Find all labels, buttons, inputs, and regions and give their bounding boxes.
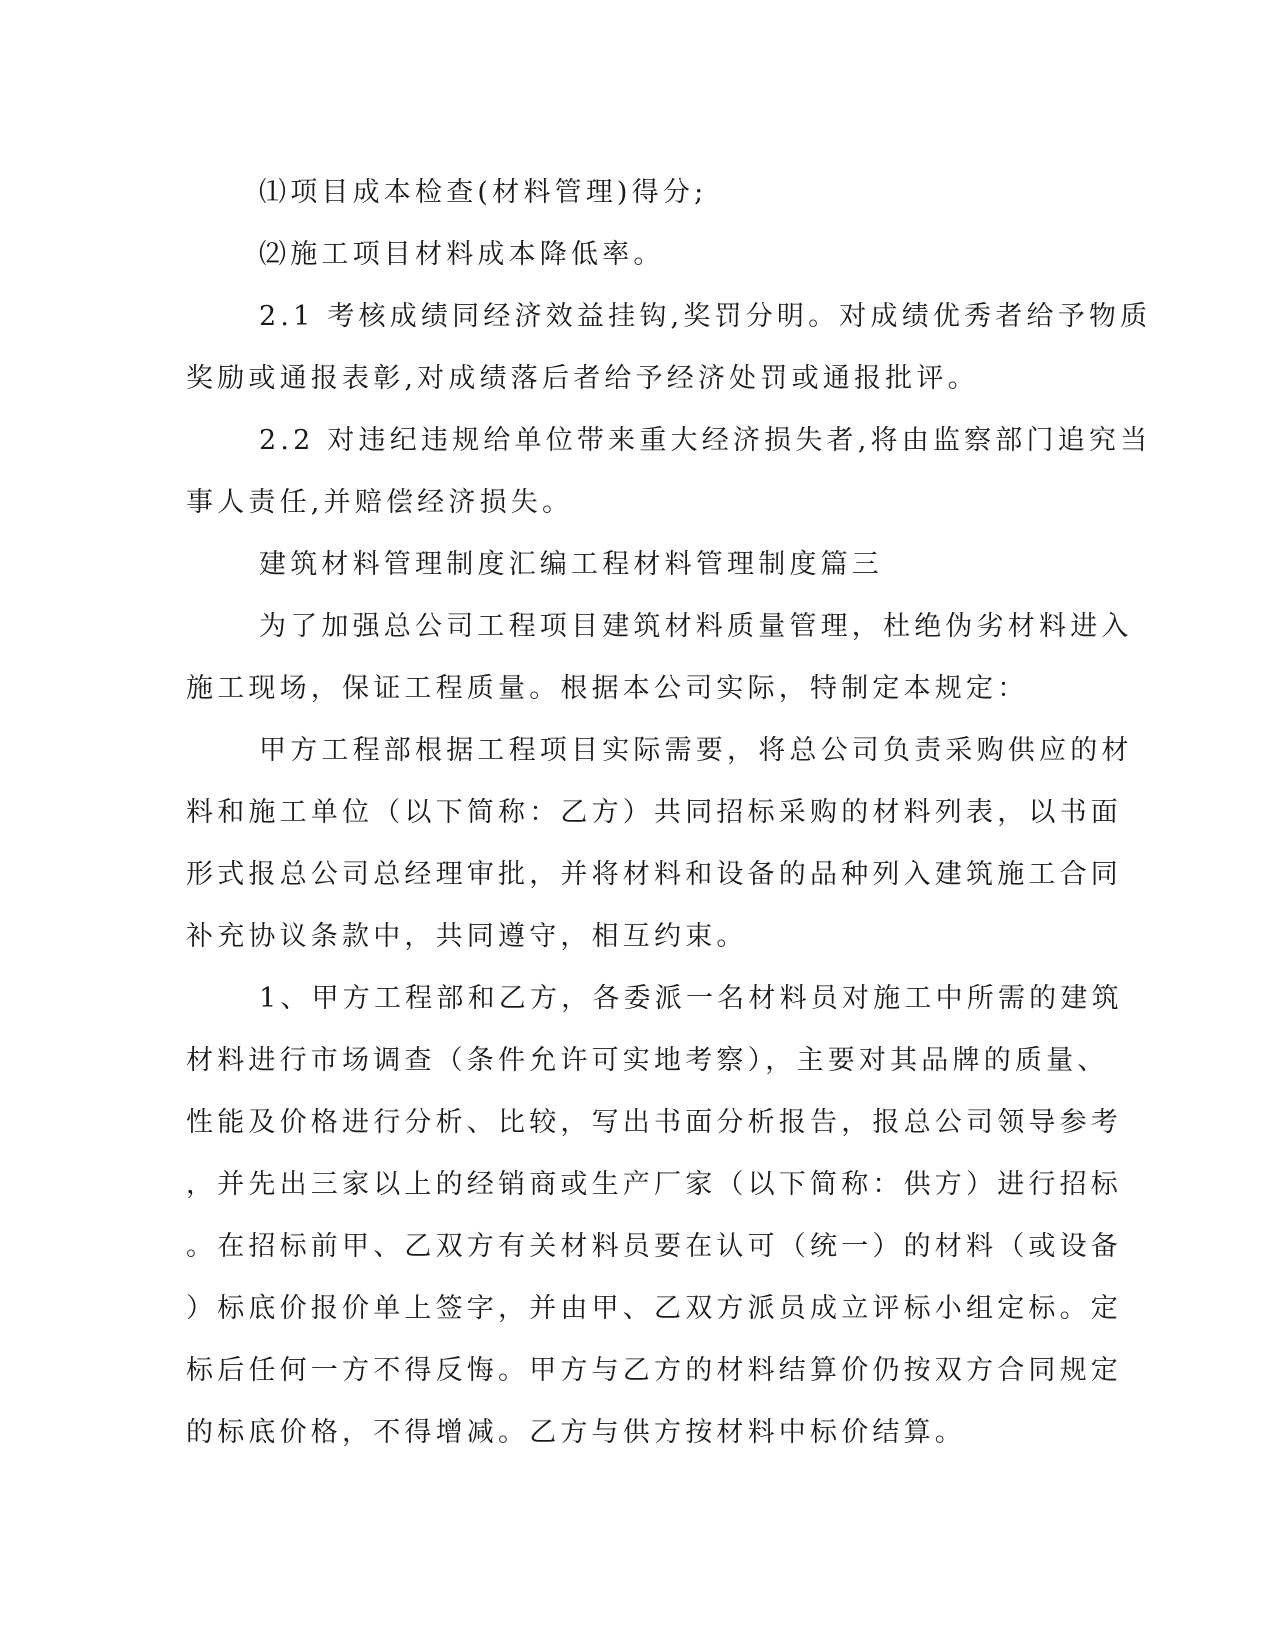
text-line: 甲方工程部根据工程项目实际需要，将总公司负责采购供应的材 [259,735,1133,766]
text-line: ）标底价报价单上签字，并由甲、乙双方派员成立评标小组定标。定 [186,1293,1122,1324]
text-line: 标后任何一方不得反悔。甲方与乙方的材料结算价仍按双方合同规定 [186,1355,1122,1386]
text-line: 料和施工单位（以下简称：乙方）共同招标采购的材料列表，以书面 [186,797,1122,828]
text-line: ⑵施工项目材料成本降低率。 [259,239,665,270]
text-line: 1、甲方工程部和乙方，各委派一名材料员对施工中所需的建筑 [259,983,1123,1014]
text-line: ⑴项目成本检查(材料管理)得分; [259,177,708,208]
text-line: 奖励或通报表彰,对成绩落后者给予经济处罚或通报批评。 [186,363,979,394]
section-heading: 建筑材料管理制度汇编工程材料管理制度篇三 [259,549,883,580]
text-line: 2.2 对违纪违规给单位带来重大经济损失者,将由监察部门追究当 [259,425,1152,456]
text-line: 性能及价格进行分析、比较，写出书面分析报告，报总公司领导参考 [186,1107,1122,1138]
text-line: 施工现场，保证工程质量。根据本公司实际，特制定本规定： [186,673,1029,704]
text-line: 的标底价格，不得增减。乙方与供方按材料中标价结算。 [186,1417,966,1448]
text-line: 形式报总公司总经理审批，并将材料和设备的品种列入建筑施工合同 [186,859,1122,890]
text-line: 。在招标前甲、乙双方有关材料员要在认可（统一）的材料（或设备 [186,1231,1122,1262]
text-line: 补充协议条款中，共同遵守，相互约束。 [186,921,748,952]
text-line: 为了加强总公司工程项目建筑材料质量管理，杜绝伪劣材料进入 [259,611,1133,642]
text-line: ，并先出三家以上的经销商或生产厂家（以下简称：供方）进行招标 [186,1169,1122,1200]
document-body [186,162,1152,1464]
text-line: 材料进行市场调查（条件允许可实地考察），主要对其品牌的质量、 [186,1045,1109,1076]
text-line: 事人责任,并赔偿经济损失。 [186,487,574,518]
text-line: 2.1 考核成绩同经济效益挂钩,奖罚分明。对成绩优秀者给予物质 [259,301,1152,332]
